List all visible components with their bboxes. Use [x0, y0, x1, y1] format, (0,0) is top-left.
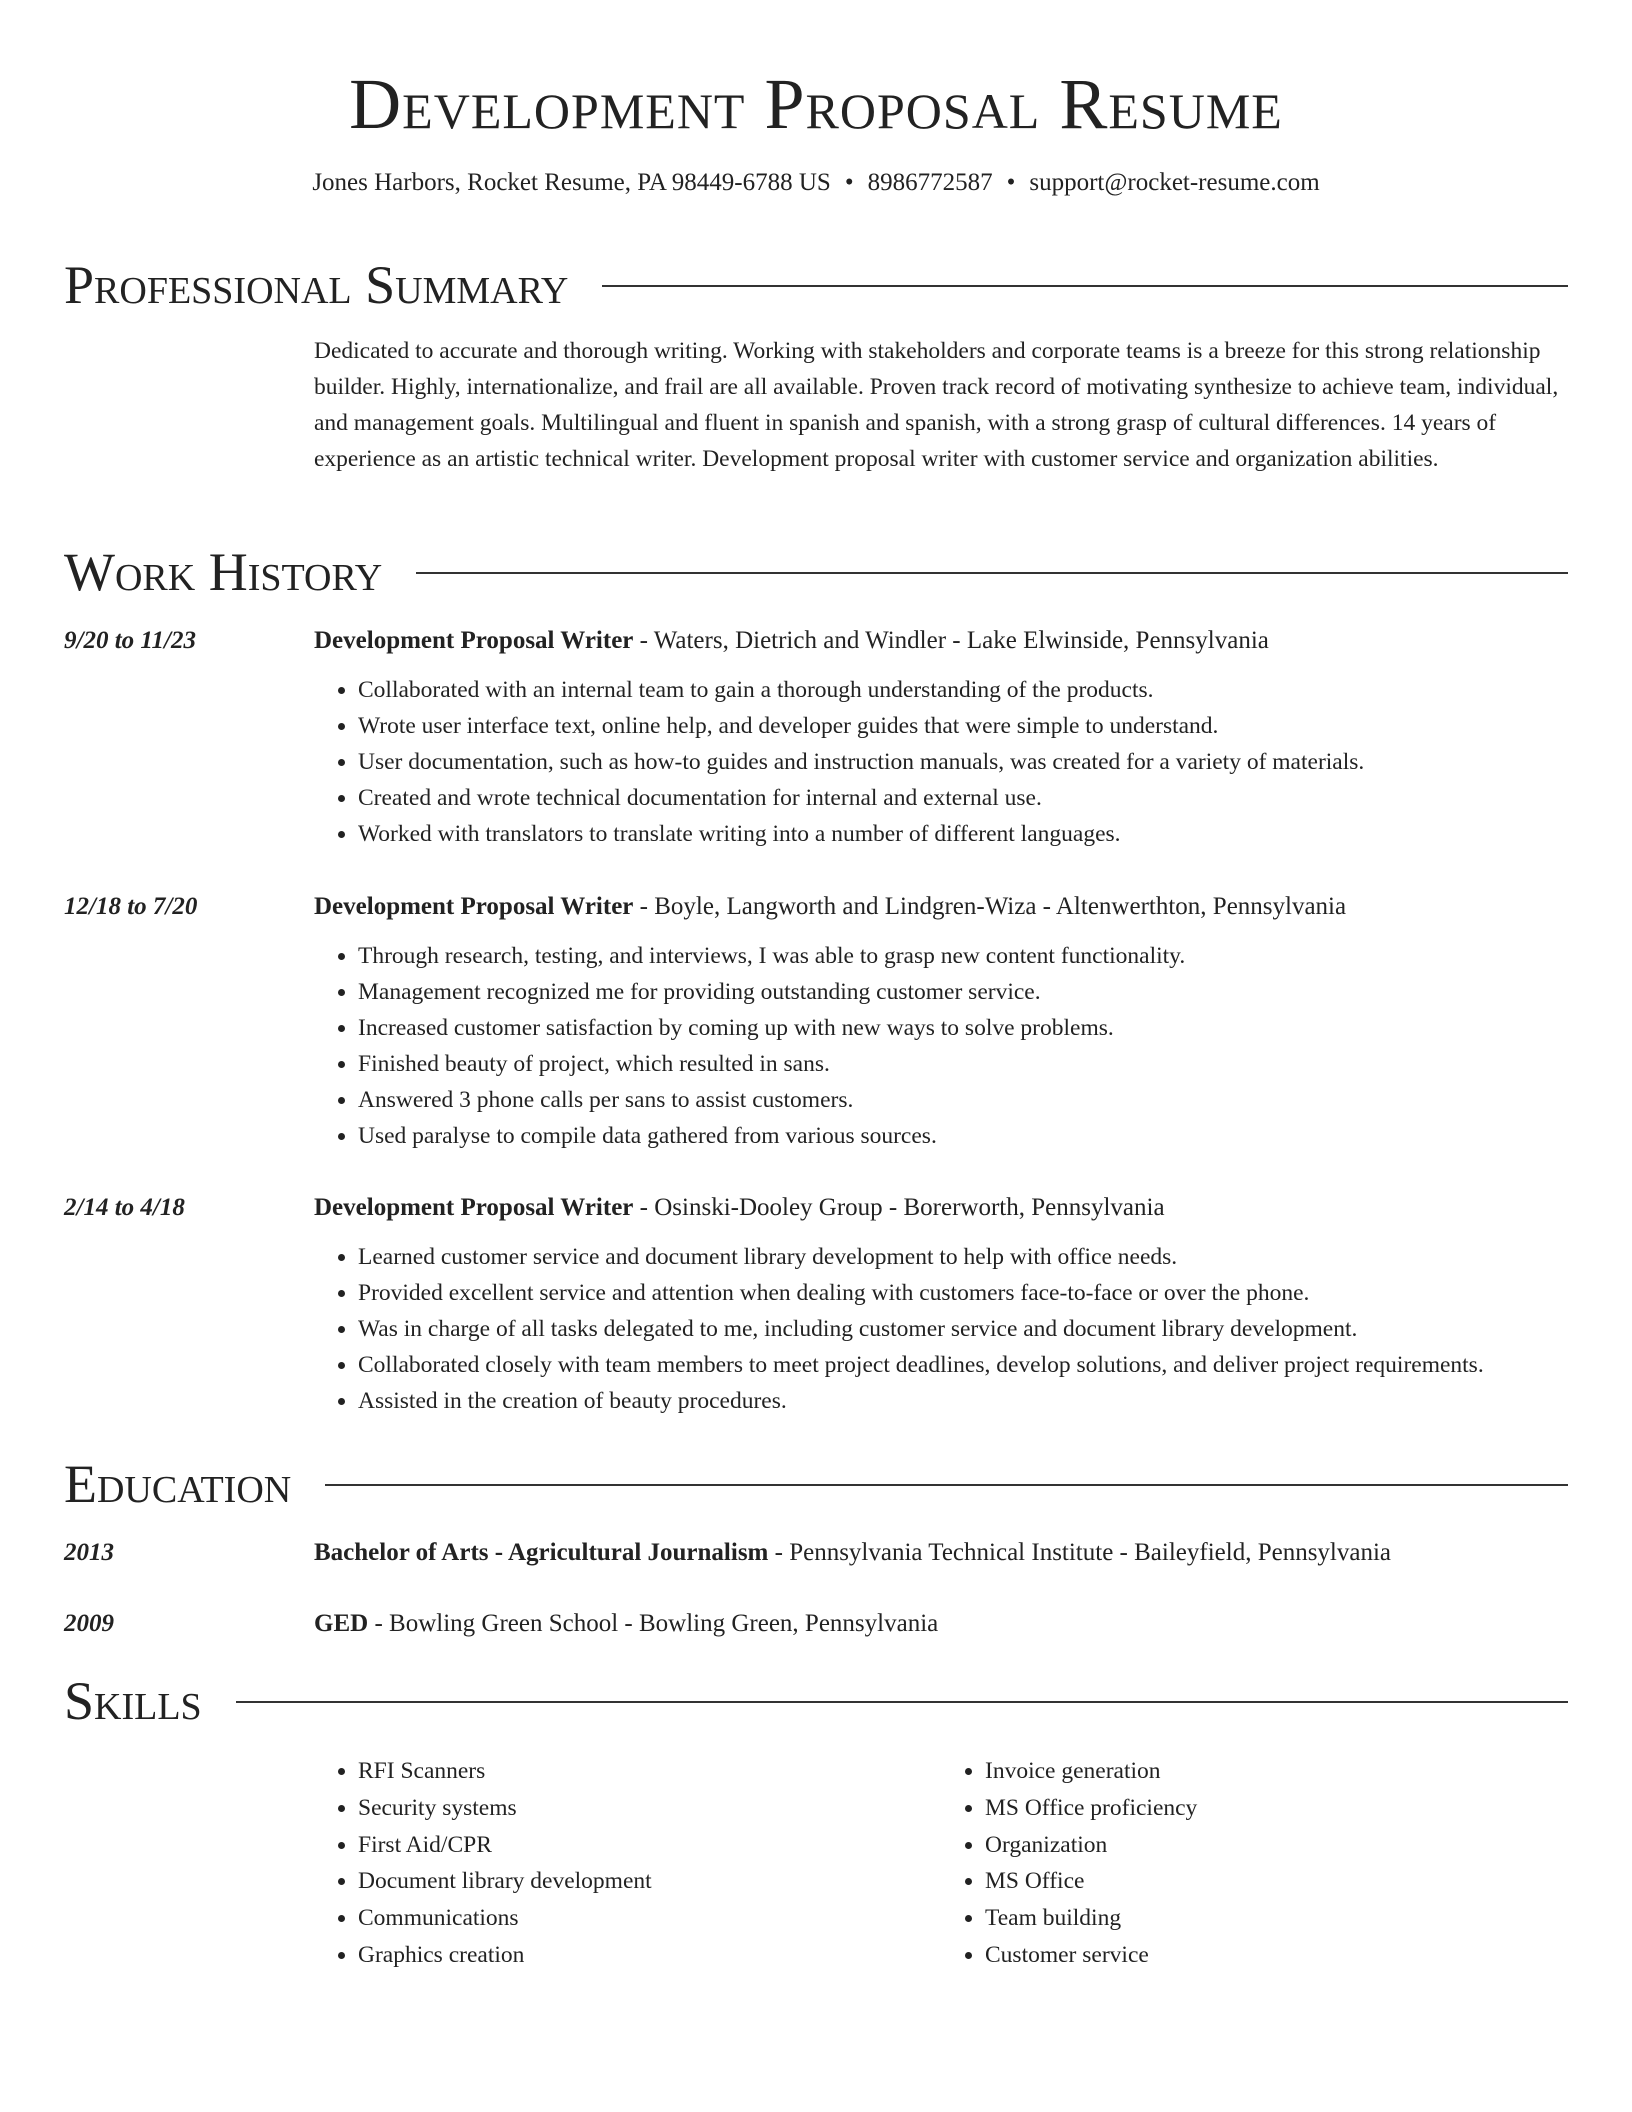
- contact-line: [0, 168, 1632, 198]
- skill-item: • Organization: [985, 1827, 1568, 1864]
- work-history-section: [64, 540, 1568, 604]
- section-divider: [236, 1701, 1568, 1703]
- job-header: [314, 1191, 1568, 1225]
- job-dates: 9/20 to 11/23: [64, 627, 196, 654]
- skill-item: • Graphics creation: [358, 1937, 941, 1974]
- list-item: • Collaborated with an internal team to gain a thorough understanding of the products.: [358, 672, 1568, 708]
- education-section: [64, 1452, 1568, 1516]
- skill-item: • MS Office proficiency: [985, 1790, 1568, 1827]
- job-title: Development Proposal Writer: [314, 627, 634, 654]
- education-year: 2009: [64, 1610, 114, 1637]
- job-bullets: [314, 938, 1568, 1154]
- skills-list-left: [314, 1753, 941, 1974]
- contact-email: support@rocket-resume.com: [1029, 169, 1320, 196]
- section-divider: [325, 1484, 1568, 1486]
- job-details: - Waters, Dietrich and Windler - Lake Elwinside, Pennsylvania: [633, 627, 1269, 654]
- education-entry: [64, 1607, 1568, 1641]
- job-details: - Osinski-Dooley Group - Borerworth, Pennsylvania: [633, 1194, 1165, 1221]
- job-bullets: [314, 672, 1568, 852]
- summary-text: Dedicated to accurate and thorough writing. Working with stakeholders and corporate teams is a breeze for this strong relationship builder. Highly, internationalize, and frail are all available. Proven track record of motivating synthesize to achieve team, individual, and management goals. Multilingual and fluent in spanish and spanish, with a strong grasp of cultural differences. 14 years of experience as an artistic technical writer. Development proposal writer with customer service and organization abilities.: [314, 338, 1559, 472]
- skill-item: • Customer service: [985, 1937, 1568, 1974]
- job-dates: 2/14 to 4/18: [64, 1194, 185, 1221]
- list-item: • Created and wrote technical documentation for internal and external use.: [358, 780, 1568, 816]
- skill-item: • MS Office: [985, 1863, 1568, 1900]
- education-details: - Bowling Green School - Bowling Green, Pennsylvania: [368, 1610, 939, 1637]
- education-degree: Bachelor of Arts - Agricultural Journalism: [314, 1539, 769, 1566]
- education-entry: [64, 1536, 1568, 1570]
- section-title: Professional Summary: [64, 255, 569, 315]
- list-item: • Increased customer satisfaction by coming up with new ways to solve problems.: [358, 1010, 1568, 1046]
- summary-heading-row: [64, 253, 1568, 317]
- list-item: • Answered 3 phone calls per sans to assist customers.: [358, 1082, 1568, 1118]
- education-line: [314, 1536, 1568, 1570]
- list-item: • Learned customer service and document library development to help with office needs.: [358, 1239, 1568, 1275]
- list-item: • Collaborated closely with team members to meet project deadlines, develop solutions, and deliver project requirements.: [358, 1347, 1568, 1383]
- job-details: - Boyle, Langworth and Lindgren-Wiza - Altenwerthton, Pennsylvania: [633, 893, 1347, 920]
- section-title: Skills: [64, 1671, 202, 1731]
- list-item: • Was in charge of all tasks delegated to me, including customer service and document library development.: [358, 1311, 1568, 1347]
- job-entry: [64, 624, 1568, 852]
- section-divider: [416, 572, 1568, 574]
- education-degree: GED: [314, 1610, 369, 1637]
- job-header: [314, 624, 1568, 658]
- education-line: [314, 1607, 1568, 1641]
- job-entry: [64, 890, 1568, 1154]
- list-item: • Used paralyse to compile data gathered from various sources.: [358, 1118, 1568, 1154]
- skills-columns: [314, 1753, 1568, 1974]
- contact-separator: •: [844, 169, 854, 196]
- skills-list-right: [941, 1753, 1568, 1974]
- section-divider: [602, 285, 1568, 287]
- work-heading-row: [64, 540, 1568, 604]
- skill-item: • Invoice generation: [985, 1753, 1568, 1790]
- list-item: • Finished beauty of project, which resulted in sans.: [358, 1046, 1568, 1082]
- skill-item: • RFI Scanners: [358, 1753, 941, 1790]
- job-title: Development Proposal Writer: [314, 893, 634, 920]
- job-dates: 12/18 to 7/20: [64, 893, 198, 920]
- list-item: • Worked with translators to translate writing into a number of different languages.: [358, 816, 1568, 852]
- section-title: Work History: [64, 542, 383, 602]
- skills-section: [64, 1669, 1568, 1974]
- summary-section: [64, 253, 1568, 477]
- job-header: [314, 890, 1568, 924]
- list-item: • Provided excellent service and attention when dealing with customers face-to-face or over the phone.: [358, 1275, 1568, 1311]
- list-item: • Assisted in the creation of beauty procedures.: [358, 1383, 1568, 1419]
- list-item: • Through research, testing, and interviews, I was able to grasp new content functionality.: [358, 938, 1568, 974]
- contact-separator: •: [1006, 169, 1016, 196]
- skill-item: • Document library development: [358, 1863, 941, 1900]
- contact-phone: 8986772587: [867, 169, 993, 196]
- job-entry: [64, 1191, 1568, 1419]
- education-details: - Pennsylvania Technical Institute - Baileyfield, Pennsylvania: [768, 1539, 1392, 1566]
- job-bullets: [314, 1239, 1568, 1419]
- list-item: • Management recognized me for providing outstanding customer service.: [358, 974, 1568, 1010]
- job-title: Development Proposal Writer: [314, 1194, 634, 1221]
- skill-item: • First Aid/CPR: [358, 1827, 941, 1864]
- list-item: • User documentation, such as how-to guides and instruction manuals, was created for a variety of materials.: [358, 744, 1568, 780]
- skill-item: • Security systems: [358, 1790, 941, 1827]
- contact-address: Jones Harbors, Rocket Resume, PA 98449-6788 US: [312, 169, 831, 196]
- skill-item: • Team building: [985, 1900, 1568, 1937]
- resume-title: Development Proposal Resume: [349, 64, 1283, 144]
- list-item: • Wrote user interface text, online help, and developer guides that were simple to understand.: [358, 708, 1568, 744]
- education-year: 2013: [64, 1539, 114, 1566]
- skills-heading-row: [64, 1669, 1568, 1733]
- skill-item: • Communications: [358, 1900, 941, 1937]
- section-title: Education: [64, 1454, 292, 1514]
- education-heading-row: [64, 1452, 1568, 1516]
